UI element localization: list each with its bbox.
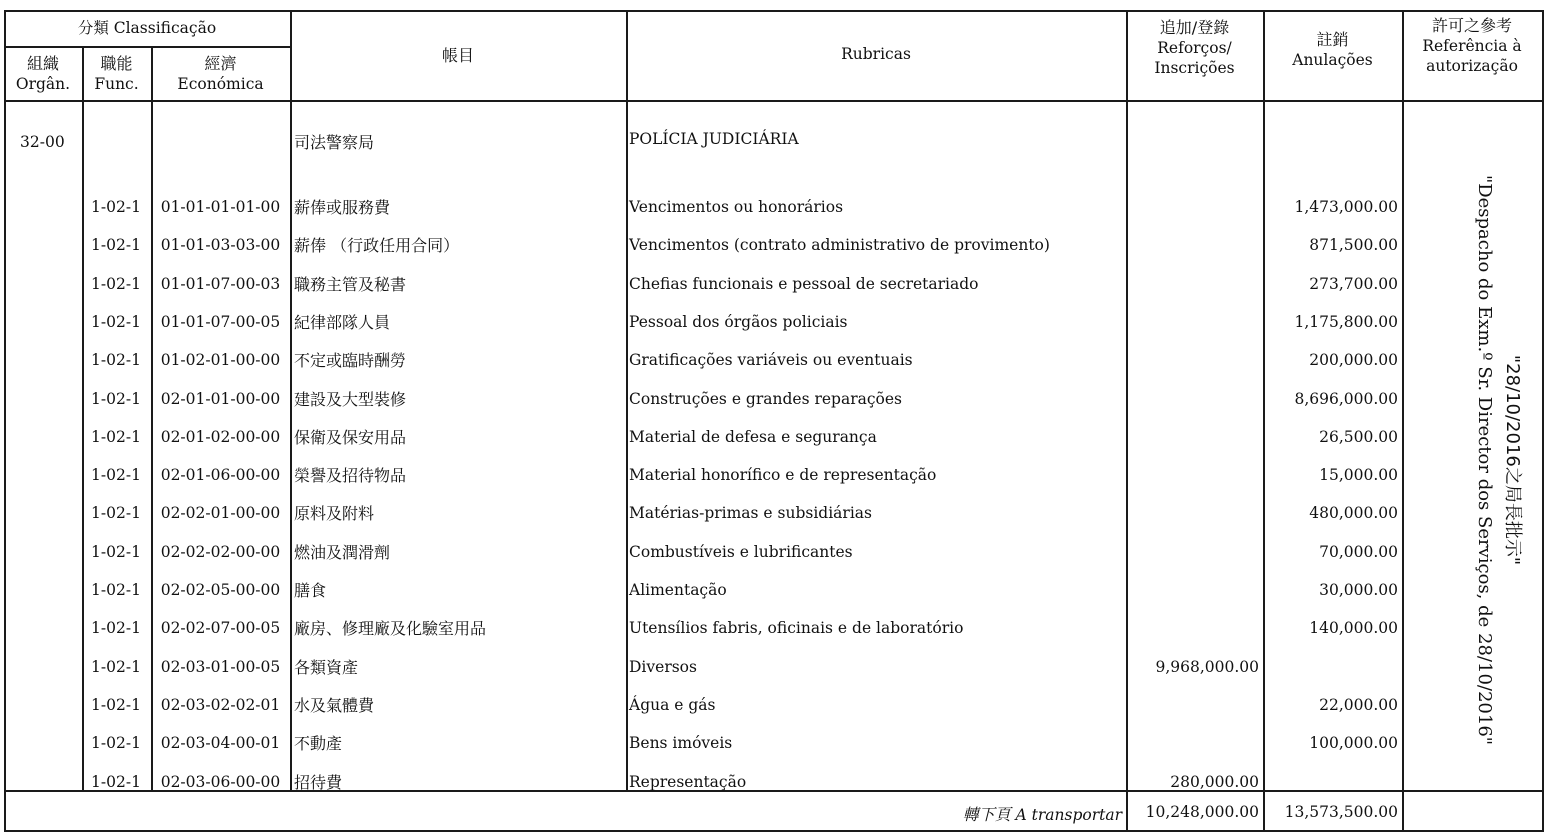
row-account-zh: 紀律部隊人員 (294, 312, 391, 332)
row-func: 1-02-1 (91, 466, 141, 485)
row-func: 1-02-1 (91, 619, 141, 638)
row-anulacoes: 1,473,000.00 (1294, 198, 1398, 216)
row-account-zh: 建設及大型裝修 (294, 389, 407, 409)
row-rubrica: Matérias-primas e subsidiárias (629, 504, 872, 523)
row-account-zh: 招待費 (294, 772, 343, 792)
row-rubrica: Diversos (629, 657, 697, 676)
rule-classification (4, 46, 290, 48)
row-econ: 02-02-05-00-00 (160, 581, 281, 599)
table-row (4, 765, 1544, 803)
row-econ: 02-01-06-00-00 (160, 466, 281, 485)
table-row (4, 726, 1544, 764)
header-classification: 分類 Classificação (77, 19, 217, 37)
row-anulacoes: 30,000.00 (1319, 581, 1398, 599)
row-rubrica: Material honorífico e de representação (629, 466, 937, 485)
table-row (4, 650, 1544, 688)
row-econ: 01-01-07-00-05 (160, 312, 281, 331)
table-row (4, 611, 1544, 649)
row-rubrica: Construções e grandes reparações (629, 389, 902, 408)
row-rubrica: Representação (629, 772, 747, 791)
row-rubrica: Chefias funcionais e pessoal de secretariado (629, 274, 979, 293)
row-account-zh: 燃油及潤滑劑 (294, 542, 391, 562)
row-anulacoes: 70,000.00 (1319, 542, 1398, 561)
row-func: 1-02-1 (91, 772, 141, 791)
header-econ: 經濟 Económica (177, 54, 264, 93)
header-account-zh: 帳目 (441, 46, 474, 65)
row-reforcos: 9,968,000.00 (1155, 657, 1259, 676)
row-anulacoes: 22,000.00 (1319, 695, 1398, 714)
row-econ: 02-03-02-02-01 (160, 695, 281, 714)
row-econ: 01-02-01-00-00 (160, 351, 281, 370)
row-rubrica: Gratificações variáveis ou eventuais (629, 351, 913, 370)
row-rubrica: Material de defesa e segurança (629, 427, 877, 446)
row-account-zh: 各類資產 (294, 657, 359, 677)
row-account-zh: 廠房、修理廠及化驗室用品 (294, 619, 487, 639)
row-anulacoes: 871,500.00 (1309, 236, 1398, 255)
row-reforcos: 280,000.00 (1170, 772, 1259, 791)
table-row (4, 496, 1544, 534)
rule-top (4, 10, 1544, 12)
header-referencia: 許可之參考 Referência à autorização (1422, 16, 1522, 75)
table-row (4, 228, 1544, 266)
row-anulacoes: 1,175,800.00 (1294, 312, 1398, 331)
section-org: 32-00 (20, 133, 65, 151)
table-row (4, 382, 1544, 420)
row-econ: 02-03-01-00-05 (160, 657, 281, 676)
authorization-pt: "Despacho do Exm.º Sr. Director dos Serviços, de 28/10/2016" (1474, 174, 1495, 746)
row-econ: 01-01-01-01-00 (160, 198, 281, 216)
table-row (4, 305, 1544, 343)
header-anulacoes: 註銷 Anulações (1292, 30, 1373, 69)
footer-total-reforcos: 10,248,000.00 (1145, 803, 1259, 821)
row-anulacoes: 100,000.00 (1309, 734, 1398, 753)
header-func: 職能 Func. (94, 54, 139, 93)
budget-table (4, 10, 1544, 832)
row-func: 1-02-1 (91, 351, 141, 370)
row-func: 1-02-1 (91, 274, 141, 293)
row-rubrica: Utensílios fabris, oficinais e de laboratório (629, 619, 964, 638)
table-row (4, 458, 1544, 496)
header-reforcos: 追加/登錄 Reforços/ Inscrições (1154, 18, 1235, 77)
section-name-pt: POLÍCIA JUDICIÁRIA (629, 130, 799, 148)
authorization-zh: "28/10/2016之局長批示" (1502, 354, 1523, 566)
row-account-zh: 原料及附料 (294, 504, 375, 524)
row-func: 1-02-1 (91, 695, 141, 714)
row-account-zh: 膳食 (294, 581, 327, 600)
row-econ: 01-01-07-00-03 (160, 274, 281, 293)
row-func: 1-02-1 (91, 389, 141, 408)
table-row (4, 267, 1544, 305)
table-row (4, 343, 1544, 381)
rule-bottom (4, 830, 1544, 832)
row-anulacoes: 480,000.00 (1309, 504, 1398, 523)
row-account-zh: 職務主管及秘書 (294, 274, 407, 294)
row-rubrica: Pessoal dos órgãos policiais (629, 312, 848, 331)
header-rubricas: Rubricas (841, 45, 911, 63)
table-row (4, 535, 1544, 573)
row-rubrica: Alimentação (629, 581, 727, 599)
row-func: 1-02-1 (91, 236, 141, 255)
row-econ: 02-01-02-00-00 (160, 427, 281, 446)
row-func: 1-02-1 (91, 542, 141, 561)
table-row (4, 420, 1544, 458)
row-rubrica: Combustíveis e lubrificantes (629, 542, 853, 561)
row-econ: 02-02-07-00-05 (160, 619, 281, 638)
row-func: 1-02-1 (91, 734, 141, 753)
row-anulacoes: 273,700.00 (1309, 274, 1398, 293)
section-name-zh: 司法警察局 (294, 133, 375, 152)
row-rubrica: Bens imóveis (629, 734, 733, 753)
row-account-zh: 保衛及保安用品 (294, 427, 407, 447)
row-anulacoes: 15,000.00 (1319, 466, 1398, 485)
row-account-zh: 薪俸或服務費 (294, 198, 391, 217)
row-account-zh: 榮譽及招待物品 (294, 466, 407, 486)
header-org: 組織 Orgân. (15, 54, 71, 93)
row-func: 1-02-1 (91, 427, 141, 446)
row-econ: 01-01-03-03-00 (160, 236, 281, 255)
row-rubrica: Vencimentos ou honorários (629, 198, 844, 216)
row-rubrica: Água e gás (629, 695, 716, 714)
rule-header-bottom (4, 100, 1544, 102)
row-account-zh: 不動產 (294, 734, 343, 754)
row-account-zh: 薪俸 （行政任用合同） (294, 236, 460, 256)
row-econ: 02-01-01-00-00 (160, 389, 281, 408)
row-econ: 02-03-04-00-01 (160, 734, 281, 753)
row-anulacoes: 200,000.00 (1309, 351, 1398, 370)
row-func: 1-02-1 (91, 657, 141, 676)
footer-label: 轉下頁 A transportar (962, 805, 1122, 824)
row-func: 1-02-1 (91, 198, 141, 216)
row-anulacoes: 140,000.00 (1309, 619, 1398, 638)
row-anulacoes: 8,696,000.00 (1294, 389, 1398, 408)
table-row (4, 190, 1544, 228)
row-account-zh: 水及氣體費 (294, 695, 375, 715)
row-func: 1-02-1 (91, 312, 141, 331)
table-row (4, 573, 1544, 611)
row-func: 1-02-1 (91, 581, 141, 599)
row-func: 1-02-1 (91, 504, 141, 523)
row-econ: 02-02-02-00-00 (160, 542, 281, 561)
row-anulacoes: 26,500.00 (1319, 427, 1398, 446)
row-econ: 02-03-06-00-00 (160, 772, 281, 791)
table-row (4, 688, 1544, 726)
row-rubrica: Vencimentos (contrato administrativo de provimento) (629, 236, 1050, 255)
footer-total-anulacoes: 13,573,500.00 (1284, 803, 1398, 821)
row-econ: 02-02-01-00-00 (160, 504, 281, 523)
row-account-zh: 不定或臨時酬勞 (294, 351, 407, 371)
